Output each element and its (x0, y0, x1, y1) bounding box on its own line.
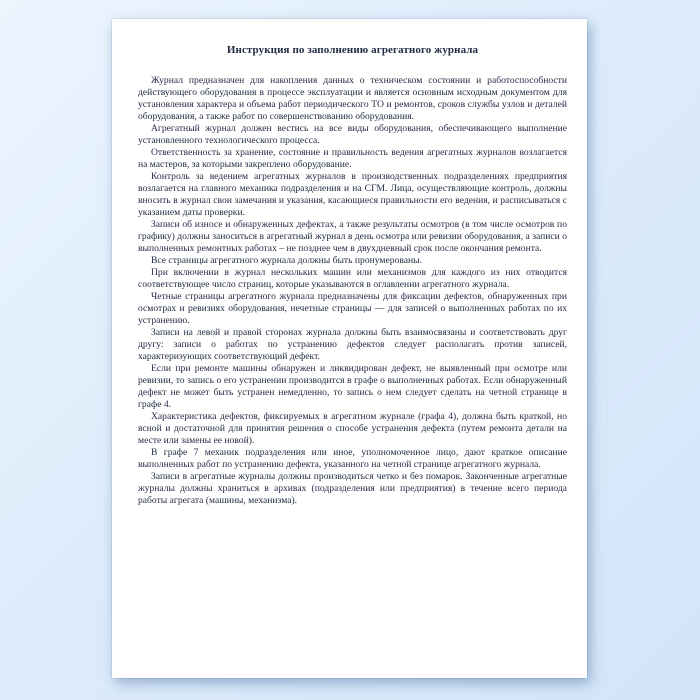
paragraph: Если при ремонте машины обнаружен и ликвидирован дефект, не выявленный при осмотре или ревизии, то запись о его устранении производится в графе о выполненных работах. Если обнаруженный дефект не может быть устранен немедленно, то запись о нем следует сделать на четной странице в графе 4. (138, 363, 567, 410)
document-page (112, 19, 587, 678)
paragraph: Записи об износе и обнаруженных дефектах, а также результаты осмотров (в том числе осмотров по графику) должны заноситься в агрегатный журнал в день осмотра или ревизии оборудования, а записи о выполненных ремонтных работах – не позднее чем в двухдневный срок после окончания ремонта. (138, 219, 567, 254)
paragraph: Агрегатный журнал должен вестись на все виды оборудования, обеспечивающего выполнение установленного технологического процесса. (138, 123, 567, 146)
paragraph: Записи на левой и правой сторонах журнала должны быть взаимосвязаны и соответствовать друг другу: записи о работах по устранению дефектов следует располагать против записей, характеризующих соответствующий дефект. (138, 327, 567, 362)
paragraph: При включении в журнал нескольких машин или механизмов для каждого из них отводится соответствующее число страниц, которые указываются в оглавлении агрегатного журнала. (138, 267, 567, 290)
paragraph: Журнал предназначен для накопления данных о техническом состоянии и работоспособности действующего оборудования в процессе эксплуатации и является основным исходным документом для установления характера и объема работ периодического ТО и ремонтов, сроков службы узлов и деталей оборудования, а также работ по совершенствованию оборудования. (138, 75, 567, 122)
paragraph-list (138, 75, 567, 507)
paragraph: В графе 7 механик подразделения или иное, уполномоченное лицо, дают краткое описание выполненных работ по устранению дефекта, указанного на четной странице агрегатного журнала. (138, 447, 567, 470)
paragraph: Записи в агрегатные журналы должны производиться четко и без помарок. Законченные агрегатные журналы должны храниться в архивах (подразделения или предприятия) в течение всего периода работы агрегата (машины, механизма). (138, 471, 567, 506)
paragraph: Все страницы агрегатного журнала должны быть пронумерованы. (151, 255, 422, 266)
paragraph: Характеристика дефектов, фиксируемых в агрегатном журнале (графа 4), должна быть краткой, но ясной и достаточной для принятия решения о способе устранения дефекта (путем ремонта детали на месте или замены ее новой). (138, 411, 567, 446)
document-content (112, 19, 587, 507)
document-title: Инструкция по заполнению агрегатного журнала (226, 44, 479, 56)
paragraph: Контроль за ведением агрегатных журналов в производственных подразделениях предприятия возлагается на главного механика подразделения и на СГМ. Лица, осуществляющие контроль, должны вносить в журнал свои замечания и указания, касающиеся правильности его ведения, и расписываться с указанием даты проверки. (138, 171, 567, 218)
paragraph: Четные страницы агрегатного журнала предназначены для фиксации дефектов, обнаруженных при осмотрах и ревизиях оборудования, нечетные страницы — для записей о выполненных работах по их устранению. (138, 291, 567, 326)
paragraph: Ответственность за хранение, состояние и правильность ведения агрегатных журналов возлагается на мастеров, за которыми закреплено оборудование. (138, 147, 567, 170)
